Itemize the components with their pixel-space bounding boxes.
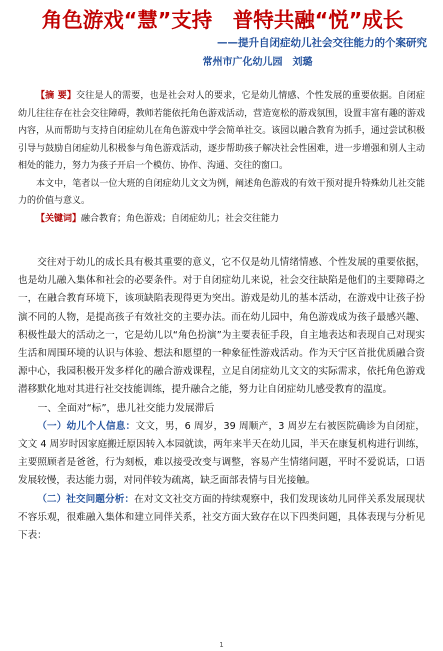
subsection-heading-personal-info: （一）幼儿个人信息： xyxy=(37,420,136,432)
keywords-line xyxy=(18,211,425,229)
keywords-text: 融合教育；角色游戏；自闭症幼儿；社会交往能力 xyxy=(81,213,280,224)
subsection-text-social-analysis: 在对文文社交方面的持续观察中，我们发现该幼儿同伴关系发展现状不容乐观，很难融入集体和建立同伴关系，社交方面大致存在以下四类问题，具体表现与分析见下表： xyxy=(18,493,426,542)
abstract-section xyxy=(18,88,427,228)
abstract-paragraph xyxy=(18,88,425,176)
page-number: 1 xyxy=(219,641,224,649)
page-title: 角色游戏“慧”支持 普特共融“悦”成长 xyxy=(41,8,404,32)
subsection-text-personal-info: 文文，男，6 周岁，39 周顺产，3 周岁左右被医院确诊为自闭症，文文 4 周岁时因家庭搬迁原因转入本园就读，两年来半天在幼儿园，半天在康复机构进行训练，主要照顾者是爸爸，行为刻板，难以接受改变与调整，容易产生情绪问题，平时不爱说话，口语发展较慢，表达能力弱，对同伴较为疏离，缺乏面部表情与目光接触。 xyxy=(18,420,425,487)
keywords-label: 【关键词】 xyxy=(36,213,82,224)
subsection-heading-social-analysis: （二）社交问题分析： xyxy=(37,493,135,505)
author-line: 常州市广化幼儿园 刘璐 xyxy=(202,57,313,68)
abstract-text: 交往是人的需要，也是社会对人的要求，它是幼儿情感、个性发展的重要依据。自闭症幼儿往往存在社会交往障碍，教师若能依托角色游戏活动，营造宽松的游戏氛围，设置丰富有趣的游戏内容，从而帮助与支持自闭症幼儿在角色游戏中学会简单社交。该园以融合教育为抓手，通过尝试积极引导与鼓励自闭症幼儿积极参与角色游戏活动，逐步帮助孩子解决社会性困难，进一步增强和别人主动相处的能力，努力为孩子开启一个模仿、协作、沟通、交往的窗口。 xyxy=(18,91,425,171)
abstract-paragraph-2: 本文中，笔者以一位大班的自闭症幼儿文文为例，阐述角色游戏的有效干预对提升特殊幼儿社交能力的价值与意义。 xyxy=(18,178,425,206)
body-paragraph-1: 交往对于幼儿的成长具有极其重要的意义，它不仅是幼儿情绪情感、个性发展的重要依据，也是幼儿融入集体和社会的必要条件。对于自闭症幼儿来说，社会交往缺陷是他们的主要障碍之一，在融合教育环境下，该项缺陷表现得更为突出。游戏是幼儿的基本活动，在游戏中让孩子扮演不同的人物，是提高孩子有效社交的主要办法。而在幼儿园中，角色游戏成为孩子最感兴趣、积极性最大的活动之一，它是幼儿以“角色扮演”为主要表征手段，自主地表达和表现自己对现实生活和周围环境的认识与体验、想法和愿望的一种象征性游戏活动。作为天宁区首批优质融合资源中心，我园积极开发多样化的融合游戏课程，立足自闭症幼儿文文的实际需求，依托角色游戏潜移默化地对其进行社交技能训练，提升融合之能，努力让自闭症幼儿感受教育的温度。 xyxy=(18,257,425,396)
abstract-label: 【摘 要】 xyxy=(36,91,77,101)
body-section xyxy=(18,254,427,545)
subsection-personal-info xyxy=(18,418,425,491)
section-heading-1: 一、全面对“标”，患儿社交能力发展滞后 xyxy=(37,402,215,414)
subsection-social-analysis xyxy=(18,491,425,546)
page-subtitle: ——提升自闭症幼儿社会交往能力的个案研究 xyxy=(217,37,427,49)
